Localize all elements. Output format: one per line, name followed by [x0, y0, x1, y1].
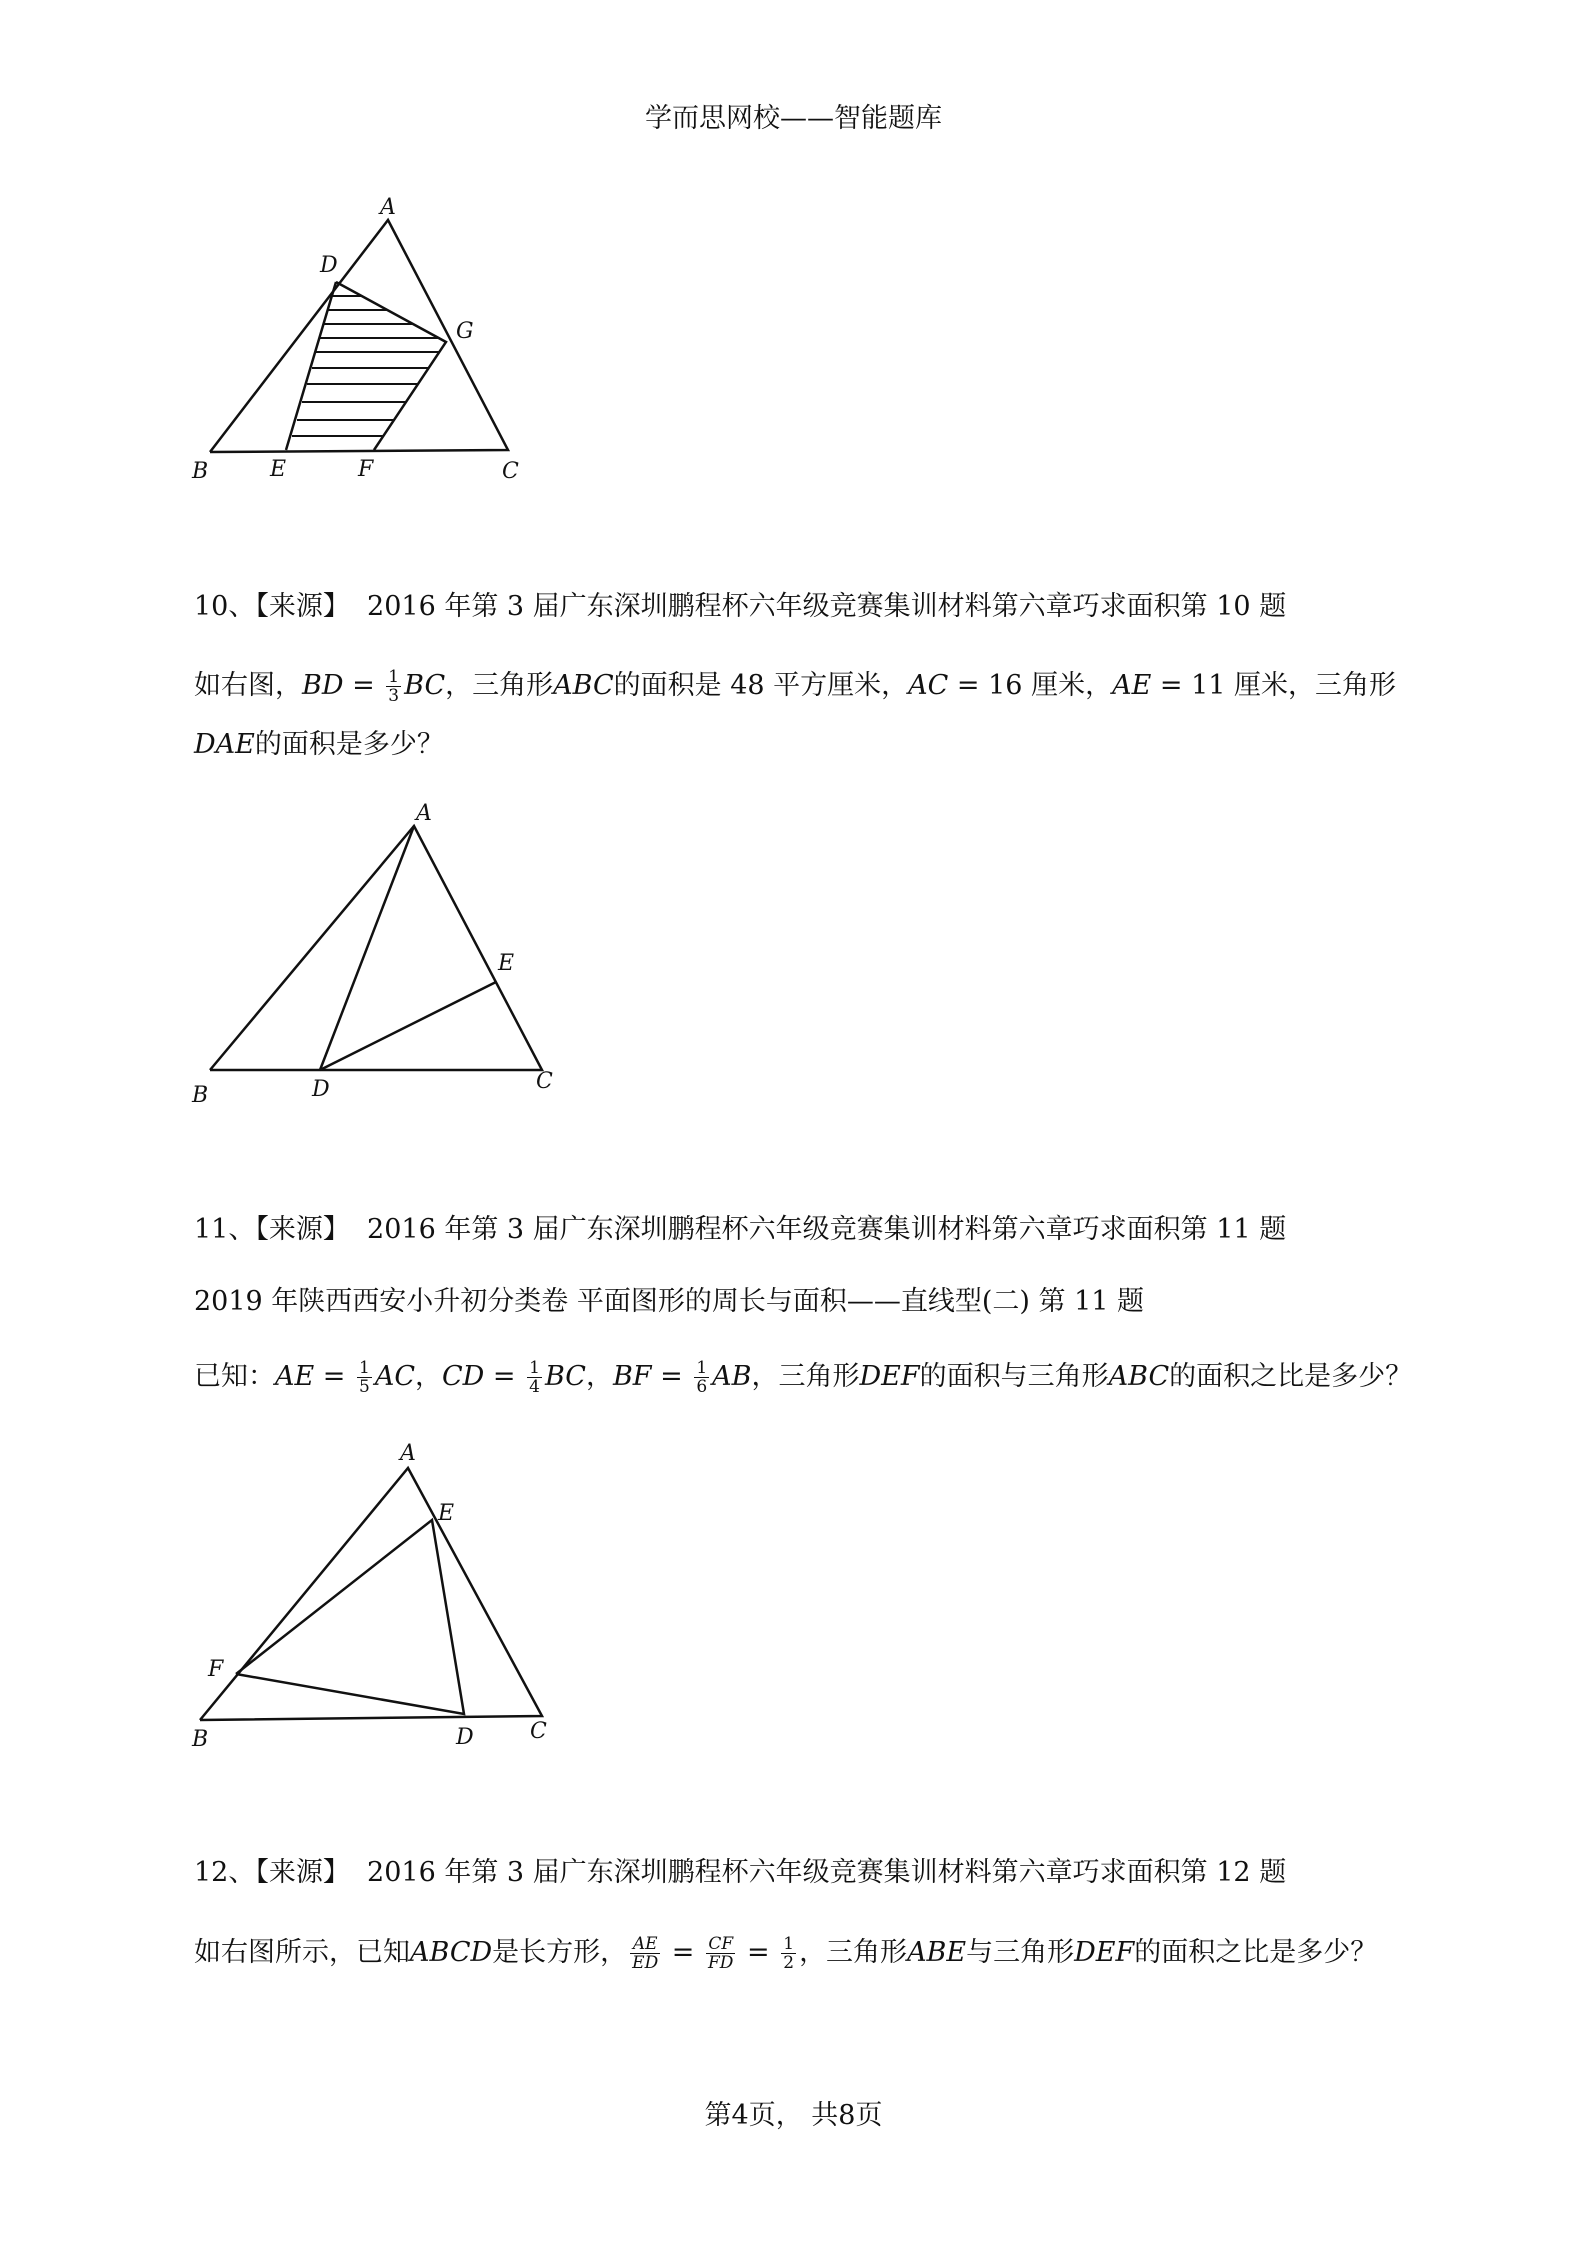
q12-text: 是长方形，: [492, 1937, 628, 1968]
fraction-numerator: 1: [359, 1358, 370, 1378]
label-G: G: [456, 319, 474, 344]
q12-fraction: [781, 1935, 796, 1972]
label-C: C: [502, 459, 519, 484]
fraction-denominator: 6: [696, 1377, 708, 1397]
q12-equals: =: [663, 1937, 703, 1968]
q10-stem-line2: [194, 725, 444, 765]
label-B: B: [192, 459, 209, 484]
fraction-denominator: ED: [632, 1953, 659, 1973]
q11-equals: =: [314, 1361, 355, 1392]
q11-fraction: [357, 1359, 372, 1396]
q12-text: 如右图所示，已知: [194, 1937, 410, 1968]
q11-source-line2: 2019 年陕西西安小升初分类卷 平面图形的周长与面积——直线型(二) 第 11 题: [194, 1286, 1145, 1317]
q11-math: DEF: [859, 1361, 920, 1392]
q10-fraction: [386, 668, 401, 705]
q10-source-line: [194, 587, 1286, 627]
label-F: F: [208, 1657, 224, 1682]
q11-number: 11、: [194, 1214, 256, 1245]
label-E: E: [498, 951, 515, 976]
q12-fraction: [630, 1935, 660, 1972]
q12-source-tag: 【来源】: [255, 1857, 350, 1888]
label-A: A: [416, 801, 432, 826]
q12-text: ，三角形: [799, 1937, 908, 1968]
fraction-numerator: CF: [706, 1935, 735, 1954]
q12-equals: =: [738, 1937, 779, 1968]
label-A: A: [380, 195, 396, 220]
label-C: C: [530, 1719, 547, 1744]
label-C: C: [536, 1069, 553, 1094]
fraction-numerator: AE: [630, 1935, 660, 1954]
q11-math: BC: [544, 1361, 586, 1392]
q12-math: DEF: [1074, 1937, 1135, 1968]
q12-source: 2016 年第 3 届广东深圳鹏程杯六年级竞赛集训材料第六章巧求面积第 12 题: [367, 1857, 1287, 1888]
label-D: D: [456, 1725, 474, 1750]
q12-math: ABE: [907, 1937, 967, 1968]
q12-text: 与三角形: [966, 1937, 1075, 1968]
q10-text: 的面积是 48 平方厘米，: [613, 670, 909, 701]
q11-source: 2016 年第 3 届广东深圳鹏程杯六年级竞赛集训材料第六章巧求面积第 11 题: [367, 1214, 1287, 1245]
q10-math: BC: [404, 670, 446, 701]
q12-source-line: [194, 1853, 1286, 1893]
q11-text: ，: [585, 1361, 613, 1392]
label-D: D: [320, 253, 338, 278]
label-A: A: [400, 1441, 416, 1466]
q11-text: ，三角形: [751, 1361, 860, 1392]
fraction-denominator: 3: [388, 686, 400, 706]
fraction-numerator: 1: [529, 1358, 540, 1378]
label-F: F: [358, 457, 374, 482]
fraction-denominator: FD: [708, 1953, 734, 1973]
fraction-numerator: 1: [783, 1934, 795, 1954]
q10-text: 的面积是多少？: [254, 729, 444, 760]
label-D: D: [312, 1077, 330, 1102]
q11-math: AC: [374, 1361, 416, 1392]
q12-math: ABCD: [410, 1937, 493, 1968]
q12-stem-line: [194, 1933, 1377, 1973]
q10-source-tag: 【来源】: [255, 591, 350, 622]
fraction-denominator: 5: [359, 1377, 370, 1397]
q10-equals: =: [343, 670, 384, 701]
q10-text: = 11 厘米，三角形: [1151, 670, 1397, 701]
label-B: B: [192, 1727, 209, 1752]
figure-q10-triangle: [190, 800, 570, 1110]
q11-text: 已知：: [194, 1361, 275, 1392]
q11-math: AB: [712, 1361, 752, 1392]
q10-text: ，三角形: [445, 670, 554, 701]
q11-stem-line: [194, 1357, 1412, 1397]
q10-math: BD: [302, 670, 344, 701]
q11-text: ，: [415, 1361, 443, 1392]
page-header: 学而思网校——智能题库: [645, 103, 942, 134]
q12-number: 12、: [194, 1857, 256, 1888]
q11-source-line: [194, 1210, 1286, 1250]
q11-text: 的面积与三角形: [919, 1361, 1109, 1392]
q10-math: AE: [1112, 670, 1152, 701]
q10-math: ABC: [553, 670, 614, 701]
q11-math: CD: [442, 1361, 485, 1392]
q12-fraction: [706, 1935, 735, 1972]
q11-text: 的面积之比是多少？: [1169, 1361, 1413, 1392]
q10-text: 如右图，: [194, 670, 302, 701]
q11-source-tag: 【来源】: [255, 1214, 350, 1245]
fraction-denominator: 4: [529, 1377, 540, 1397]
figure-q11-triangle: [190, 1440, 570, 1760]
fraction-denominator: 2: [783, 1953, 795, 1973]
q10-source: 2016 年第 3 届广东深圳鹏程杯六年级竞赛集训材料第六章巧求面积第 10 题: [367, 591, 1287, 622]
q10-number: 10、: [194, 591, 256, 622]
label-E: E: [438, 1501, 455, 1526]
q12-text: 的面积之比是多少？: [1134, 1937, 1378, 1968]
fraction-numerator: 1: [696, 1358, 708, 1378]
label-E: E: [270, 457, 287, 482]
page-footer: 第4页， 共8页: [704, 2100, 883, 2131]
q11-equals: =: [484, 1361, 525, 1392]
q10-stem-line1: [194, 666, 1396, 706]
label-B: B: [192, 1083, 209, 1108]
q11-math: BF: [612, 1361, 652, 1392]
q10-math: DAE: [194, 729, 255, 760]
q11-fraction: [694, 1359, 709, 1396]
q11-math: ABC: [1108, 1361, 1170, 1392]
q11-math: AE: [275, 1361, 315, 1392]
fraction-numerator: 1: [388, 667, 400, 687]
q11-fraction: [527, 1359, 542, 1396]
q10-math: AC: [908, 670, 949, 701]
figure-triangle-shaded: [190, 190, 530, 490]
q10-text: = 16 厘米，: [948, 670, 1113, 701]
q11-equals: =: [651, 1361, 692, 1392]
